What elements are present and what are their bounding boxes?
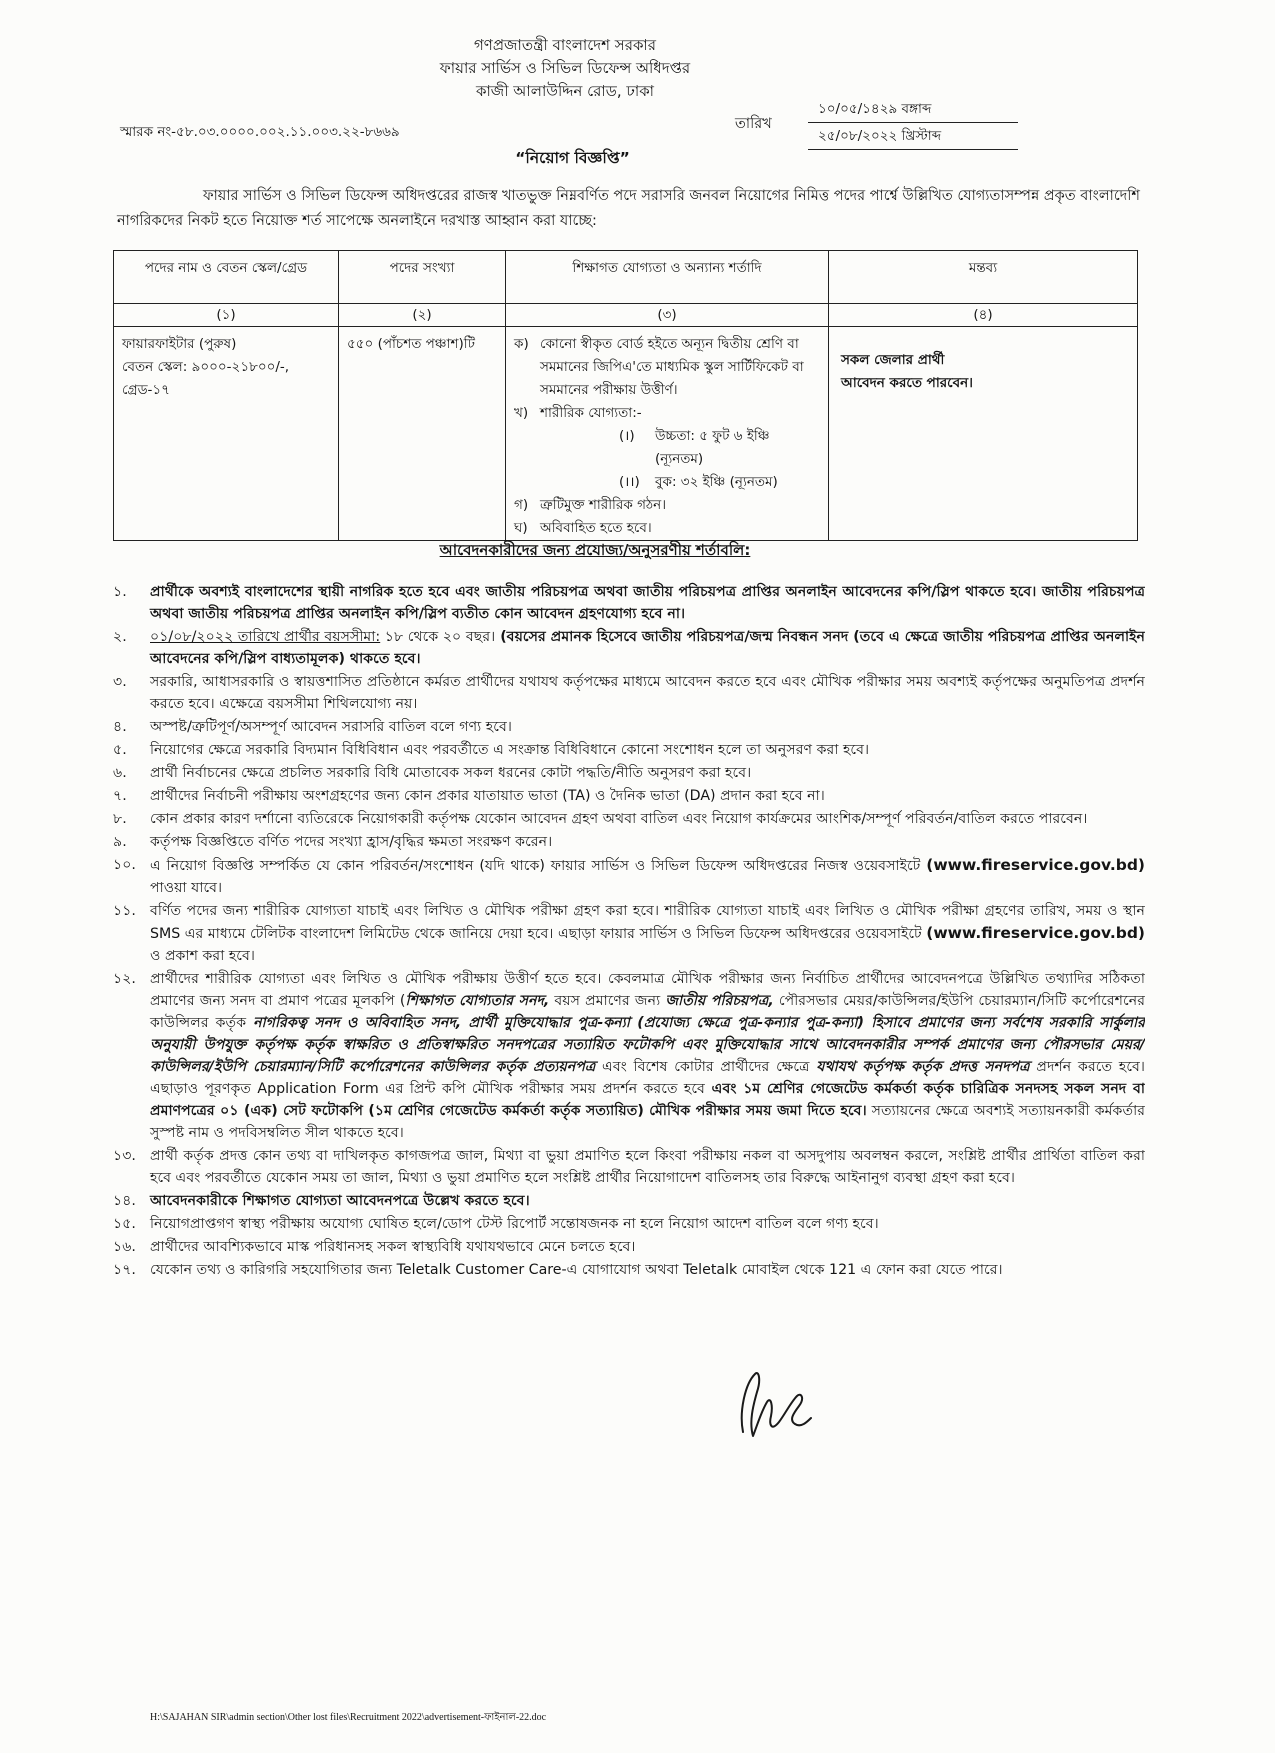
list-item	[113, 900, 1145, 967]
text-segment: এবং ১ম শ্রেণির গেজেটেড কর্মকর্তা কর্তৃক চারিত্রিক সনদসহ সকল সনদ বা প্রমাণপত্রের ০১ (এক) সেট ফটোকপি (১ম শ্রেণির গেজেটেড কর্মকর্তা কর্তৃক সত্যায়িত) মৌখিক পরীক্ষার সময় জমা দিতে হবে।	[150, 1081, 1145, 1119]
remark-cell	[829, 327, 1138, 541]
conditions-heading: আবেদনকারীদের জন্য প্রযোজ্য/অনুসরণীয় শর্তাবলি:	[439, 541, 751, 559]
text-segment: সত্যায়নের ক্ষেত্রে অবশ্যই সত্যায়নকারী কর্মকর্তার সুস্পষ্ট নাম ও পদবিসম্বলিত সীল থাকতে হবে।	[150, 1103, 1145, 1141]
list-item-text: কর্তৃপক্ষ বিজ্ঞপ্তিতে বর্ণিত পদের সংখ্যা হ্রাস/বৃদ্ধির ক্ষমতা সংরক্ষণ করেন।	[150, 834, 553, 850]
pay-scale: বেতন স্কেল: ৯০০০-২১৮০০/-,	[122, 359, 290, 375]
list-item-text: প্রার্থীকে অবশ্যই বাংলাদেশের স্থায়ী নাগরিক হতে হবে এবং জাতীয় পরিচয়পত্র অথবা জাতীয় পরিচয়পত্র প্রাপ্তির অনলাইন আবেদনের কপি/স্লিপ থাকতে হবে। জাতীয় পরিচয়পত্র অথবা জাতীয় পরিচয়পত্র প্রাপ্তির অনলাইন কপি/স্লিপ ব্যতীত কোন আবেদন গ্রহণযোগ্য হবে না।	[150, 584, 1145, 622]
column-number: (৩)	[506, 304, 829, 327]
date-bangla: ১০/০৫/১৪২৯ বঙ্গাব্দ	[808, 96, 1018, 123]
date-block	[808, 96, 1018, 150]
column-number: (৪)	[829, 304, 1138, 327]
list-item-number: ১১.	[113, 903, 136, 919]
list-item-number: ১৪.	[113, 1193, 136, 1209]
qualification-label: খ)	[514, 405, 529, 421]
list-item-text: সরকারি, আধাসরকারি ও স্বায়ত্তশাসিত প্রতিষ্ঠানে কর্মরত প্রার্থীদের যথাযথ কর্তৃপক্ষের মাধ্যমে আবেদন করতে হবে এবং মৌখিক পরীক্ষার সময় অবশ্যই কর্তৃপক্ষের অনুমতিপত্র প্রদর্শন করতে হবে। এক্ষেত্রে বয়সসীমা শিথিলযোগ্য নয়।	[150, 674, 1145, 712]
list-item-text	[150, 968, 1145, 1144]
list-item-text: প্রার্থীদের আবশ্যিকভাবে মাস্ক পরিধানসহ সকল স্বাস্থ্যবিধি যথাযথভাবে মেনে চলতে হবে।	[150, 1239, 636, 1255]
table-header-cell: শিক্ষাগত যোগ্যতা ও অন্যান্য শর্তাদি	[506, 251, 829, 304]
qualification-text: বুক: ৩২ ইঞ্চি (ন্যূনতম)	[655, 474, 778, 490]
column-number: (১)	[114, 304, 339, 327]
date-gregorian: ২৫/০৮/২০২২ খ্রিস্টাব্দ	[808, 123, 1018, 150]
text-segment: যথাযথ কর্তৃপক্ষ কর্তৃক প্রদত্ত সনদপত্র	[816, 1059, 1030, 1075]
letterhead-government: গণপ্রজাতন্ত্রী বাংলাদেশ সরকার	[473, 36, 657, 54]
list-item	[113, 1259, 1145, 1281]
list-item-number: ৭.	[113, 788, 127, 804]
posts-table	[113, 250, 1138, 541]
list-item	[113, 1145, 1145, 1189]
website-url: (www.fireservice.gov.bd)	[926, 856, 1145, 874]
qualification-label: ঘ)	[514, 520, 528, 536]
text-segment: বয়স প্রমাণের জন্য	[549, 993, 666, 1009]
list-item-number: ৮.	[113, 811, 127, 827]
qualification-subitem	[514, 471, 820, 494]
text-segment: ১৮ থেকে ২০ বছর।	[380, 629, 496, 645]
qualification-label: (।)	[619, 428, 635, 444]
list-item	[113, 1236, 1145, 1258]
table-header-row	[114, 251, 1138, 304]
letterhead-department: ফায়ার সার্ভিস ও সিভিল ডিফেন্স অধিদপ্তর	[439, 59, 691, 77]
table-row	[114, 327, 1138, 541]
text-segment: (বয়সের প্রমানক হিসেবে জাতীয় পরিচয়পত্র/জন্ম নিবন্ধন সনদ (তবে এ ক্ষেত্রে জাতীয় পরিচয়পত্র প্রাপ্তির অনলাইন আবেদনের কপি/স্লিপ বাধ্যতামূলক) থাকতে হবে।	[150, 629, 1145, 667]
list-item	[113, 808, 1145, 830]
qualification-item	[514, 494, 820, 517]
text-segment: জাতীয় পরিচয়পত্র,	[665, 993, 774, 1009]
table-header-cell: মন্তব্য	[829, 251, 1138, 304]
qualification-item	[514, 333, 820, 402]
letterhead-address: কাজী আলাউদ্দিন রোড, ঢাকা	[475, 82, 655, 100]
date-label: তারিখ	[735, 116, 772, 132]
qualification-item	[514, 402, 820, 425]
list-item	[113, 1213, 1145, 1235]
text-segment: পাওয়া যাবে।	[150, 880, 223, 896]
list-item-text: প্রার্থী নির্বাচনের ক্ষেত্রে প্রচলিত সরকারি বিধি মোতাবেক সকল ধরনের কোটা পদ্ধতি/নীতি অনুসরণ করা হবে।	[150, 765, 752, 781]
list-item-number: ৫.	[113, 742, 127, 758]
text-segment: এ নিয়োগ বিজ্ঞপ্তি সম্পর্কিত যে কোন পরিবর্তন/সংশোধন (যদি থাকে) ফায়ার সার্ভিস ও সিভিল ডিফেন্স অধিদপ্তরের নিজস্ব ওয়েবসাইটে	[150, 858, 927, 874]
list-item-number: ১.	[113, 584, 127, 600]
qualification-text: উচ্চতা: ৫ ফুট ৬ ইঞ্চি (ন্যূনতম)	[655, 428, 770, 467]
list-item-text	[150, 626, 1145, 670]
qualification-text: কোনো স্বীকৃত বোর্ড হইতে অন্যূন দ্বিতীয় শ্রেণি বা সমমানের জিপিএ'তে মাধ্যমিক স্কুল সার্টিফিকেট বা সমমানের পরীক্ষায় উত্তীর্ণ।	[540, 336, 804, 398]
qualification-label: ক)	[514, 336, 529, 352]
qualification-text: অবিবাহিত হতে হবে।	[540, 520, 652, 536]
list-item	[113, 762, 1145, 784]
text-segment: শিক্ষাগত যোগ্যতার সনদ,	[405, 993, 550, 1009]
list-item	[113, 854, 1145, 899]
column-number: (২)	[339, 304, 506, 327]
list-item-number: ২.	[113, 629, 127, 645]
qualification-text: শারীরিক যোগ্যতা:-	[540, 405, 642, 421]
signature	[735, 1362, 815, 1444]
list-item-number: ১০.	[113, 857, 136, 873]
list-item-number: ১৬.	[113, 1239, 136, 1255]
qualification-label: গ)	[514, 497, 529, 513]
list-item	[113, 671, 1145, 715]
text-segment: প্রার্থীদের শারীরিক যোগ্যতা এবং লিখিত ও মৌখিক পরীক্ষায় উত্তীর্ণ হতে হবে। কেবলমাত্র মৌখিক পরীক্ষার জন্য নির্বাচিত প্রার্থীদের আবেদনপত্রে উল্লিখিত তথ্যাদির সঠিকতা প্রমাণের জন্য সনদ বা প্রমাণ পত্রের মূলকপি (	[150, 971, 1145, 1009]
list-item-text	[150, 854, 1145, 899]
text-segment: ও প্রকাশ করা হবে।	[150, 948, 255, 964]
qualification-subitem	[514, 425, 820, 471]
list-item	[113, 581, 1145, 625]
list-item-text: অস্পষ্ট/ত্রুটিপূর্ণ/অসম্পূর্ণ আবেদন সরাসরি বাতিল বলে গণ্য হবে।	[150, 719, 512, 735]
letterhead	[0, 34, 1130, 103]
list-item-number: ১২.	[113, 971, 136, 987]
text-segment: প্রদর্শন করতে হবে। এছাড়াও পূরণকৃত Application Form এর প্রিন্ট কপি মৌখিক পরীক্ষার সময় প্রদর্শন করতে হবে	[150, 1059, 1145, 1097]
website-url: (www.fireservice.gov.bd)	[926, 924, 1145, 942]
grade: গ্রেড-১৭	[122, 382, 170, 398]
file-path-footer: H:\SAJAHAN SIR\admin section\Other lost files\Recruitment 2022\advertisement-ফাইনাল-22.doc	[150, 1712, 547, 1723]
text-segment: বর্ণিত পদের জন্য শারীরিক যোগ্যতা যাচাই এবং লিখিত ও মৌখিক পরীক্ষা গ্রহণ করা হবে। শারীরিক যোগ্যতা যাচাই এবং লিখিত ও মৌখিক পরীক্ষা গ্রহণের তারিখ, সময় ও স্থান SMS এর মাধ্যমে টেলিটক বাংলাদেশ লিমিটেড থেকে জানিয়ে দেয়া হবে। এছাড়া ফায়ার সার্ভিস ও সিভিল ডিফেন্স অধিদপ্তরের ওয়েবসাইটে	[150, 903, 1145, 942]
qualifications-cell	[506, 327, 829, 541]
remark-text: সকল জেলার প্রার্থী আবেদন করতে পারবেন।	[841, 352, 973, 391]
list-item-text: প্রার্থী কর্তৃক প্রদত্ত কোন তথ্য বা দাখিলকৃত কাগজপত্র জাল, মিথ্যা বা ভুয়া প্রমাণিত হলে কিংবা পরীক্ষায় নকল বা অসদুপায় অবলম্বন করলে, সংশ্লিষ্ট প্রার্থীর প্রার্থিতা বাতিল করা হবে এবং পরবর্তীতে যেকোন সময় তা জাল, মিথ্যা ও ভুয়া প্রমাণিত হলে সংশ্লিষ্ট প্রার্থীর নিয়োগাদেশ বাতিলসহ তার বিরুদ্ধে আইনানুগ ব্যবস্থা গ্রহণ করা হবে।	[150, 1148, 1145, 1186]
text-segment: পৌরসভার মেয়র/কাউন্সিলর/ইউপি চেয়ারম্যান/সিটি কর্পোরেশনের কাউন্সিলর কর্তৃক	[150, 993, 1145, 1031]
list-item	[113, 626, 1145, 670]
table-header-cell: পদের নাম ও বেতন স্কেল/গ্রেড	[114, 251, 339, 304]
list-item-number: ১৫.	[113, 1216, 136, 1232]
list-item-number: ৩.	[113, 674, 127, 690]
list-item-number: ১৩.	[113, 1148, 136, 1164]
qualification-item	[514, 517, 820, 540]
text-segment: ০১/০৮/২০২২ তারিখে প্রার্থীর বয়সসীমা:	[150, 629, 381, 645]
post-count: ৫৫০ (পাঁচশত পঞ্চাশ)টি	[339, 327, 506, 541]
list-item-number: ৬.	[113, 765, 127, 781]
list-item-number: ৯.	[113, 834, 127, 850]
list-item-text: কোন প্রকার কারণ দর্শানো ব্যতিরেকে নিয়োগকারী কর্তৃপক্ষ যেকোন আবেদন গ্রহণ অথবা বাতিল এবং নিয়োগ কার্যক্রমের আংশিক/সম্পূর্ণ পরিবর্তন/বাতিল করতে পারবেন।	[150, 811, 1088, 827]
list-item-text: যেকোন তথ্য ও কারিগরি সহযোগিতার জন্য Teletalk Customer Care-এ যোগাযোগ অথবা Teletalk মোবাইল থেকে 121 এ ফোন করা যেতে পারে।	[150, 1262, 1003, 1278]
list-item-number: ৪.	[113, 719, 127, 735]
list-item-text: নিয়োগের ক্ষেত্রে সরকারি বিদ্যমান বিধিবিধান এবং পরবর্তীতে এ সংক্রান্ত বিধিবিধানে কোনো সংশোধন হলে তা অনুসরণ করা হবে।	[150, 742, 870, 758]
intro-paragraph: ফায়ার সার্ভিস ও সিভিল ডিফেন্স অধিদপ্তরের রাজস্ব খাতভুক্ত নিম্নবর্ণিত পদে সরাসরি জনবল নিয়োগের নিমিত্ত পদের পার্শ্বে উল্লিখিত যোগ্যতাসম্পন্ন প্রকৃত বাংলাদেশি নাগরিকদের নিকট হতে নিয়োক্ত শর্ত সাপেক্ষে অনলাইনে দরখাস্ত আহ্বান করা যাচ্ছে:	[117, 188, 1140, 229]
list-item-text: আবেদনকারীকে শিক্ষাগত যোগ্যতা আবেদনপত্রে উল্লেখ করতে হবে।	[150, 1193, 530, 1209]
list-item	[113, 716, 1145, 738]
qualification-label: (।।)	[619, 474, 640, 490]
list-item	[113, 1190, 1145, 1212]
notice-title: “নিয়োগ বিজ্ঞপ্তি”	[515, 149, 630, 167]
qualification-text: ত্রুটিমুক্ত শারীরিক গঠন।	[540, 497, 667, 513]
list-item-number: ১৭.	[113, 1262, 136, 1278]
list-item	[113, 968, 1145, 1144]
table-column-number-row	[114, 304, 1138, 327]
list-item	[113, 739, 1145, 761]
list-item-text	[150, 900, 1145, 967]
memo-number: স্মারক নং-৫৮.০৩.০০০০.০০২.১১.০০৩.২২-৮৬৬৯	[120, 124, 400, 140]
post-name: ফায়ারফাইটার (পুরুষ)	[122, 336, 237, 352]
text-segment: এবং বিশেষ কোটার প্রার্থীদের ক্ষেত্রে	[595, 1059, 817, 1075]
list-item	[113, 785, 1145, 807]
post-cell	[114, 327, 339, 541]
list-item-text: নিয়োগপ্রাপ্তগণ স্বাস্থ্য পরীক্ষায় অযোগ্য ঘোষিত হলে/ডোপ টেস্ট রিপোর্ট সন্তোষজনক না হলে নিয়োগ আদেশ বাতিল বলে গণ্য হবে।	[150, 1216, 879, 1232]
text-segment: নাগরিকত্ব সনদ ও অবিবাহিত সনদ, প্রার্থী মুক্তিযোদ্ধার পুত্র-কন্যা (প্রযোজ্য ক্ষেত্রে পুত্র-কন্যার পুত্র-কন্যা) হিসাবে প্রমাণের জন্য সর্বশেষ সরকারি সার্কুলার অনুযায়ী উপযুক্ত কর্তৃপক্ষ কর্তৃক স্বাক্ষরিত ও প্রতিস্বাক্ষরিত সনদপত্রের সত্যায়িত ফটোকপি এবং মুক্তিযোদ্ধার সাথে আবেদনকারীর সম্পর্ক প্রমাণের জন্য পৌরসভার মেয়র/কাউন্সিলর/ইউপি চেয়ারম্যান/সিটি কর্পোরেশনের কাউন্সিলর কর্তৃক প্রত্যয়নপত্র	[150, 1015, 1145, 1075]
list-item	[113, 831, 1145, 853]
table-header-cell: পদের সংখ্যা	[339, 251, 506, 304]
conditions-list	[113, 581, 1145, 1361]
list-item-text: প্রার্থীদের নির্বাচনী পরীক্ষায় অংশগ্রহণের জন্য কোন প্রকার যাতায়াত ভাতা (TA) ও দৈনিক ভাতা (DA) প্রদান করা হবে না।	[150, 788, 825, 804]
